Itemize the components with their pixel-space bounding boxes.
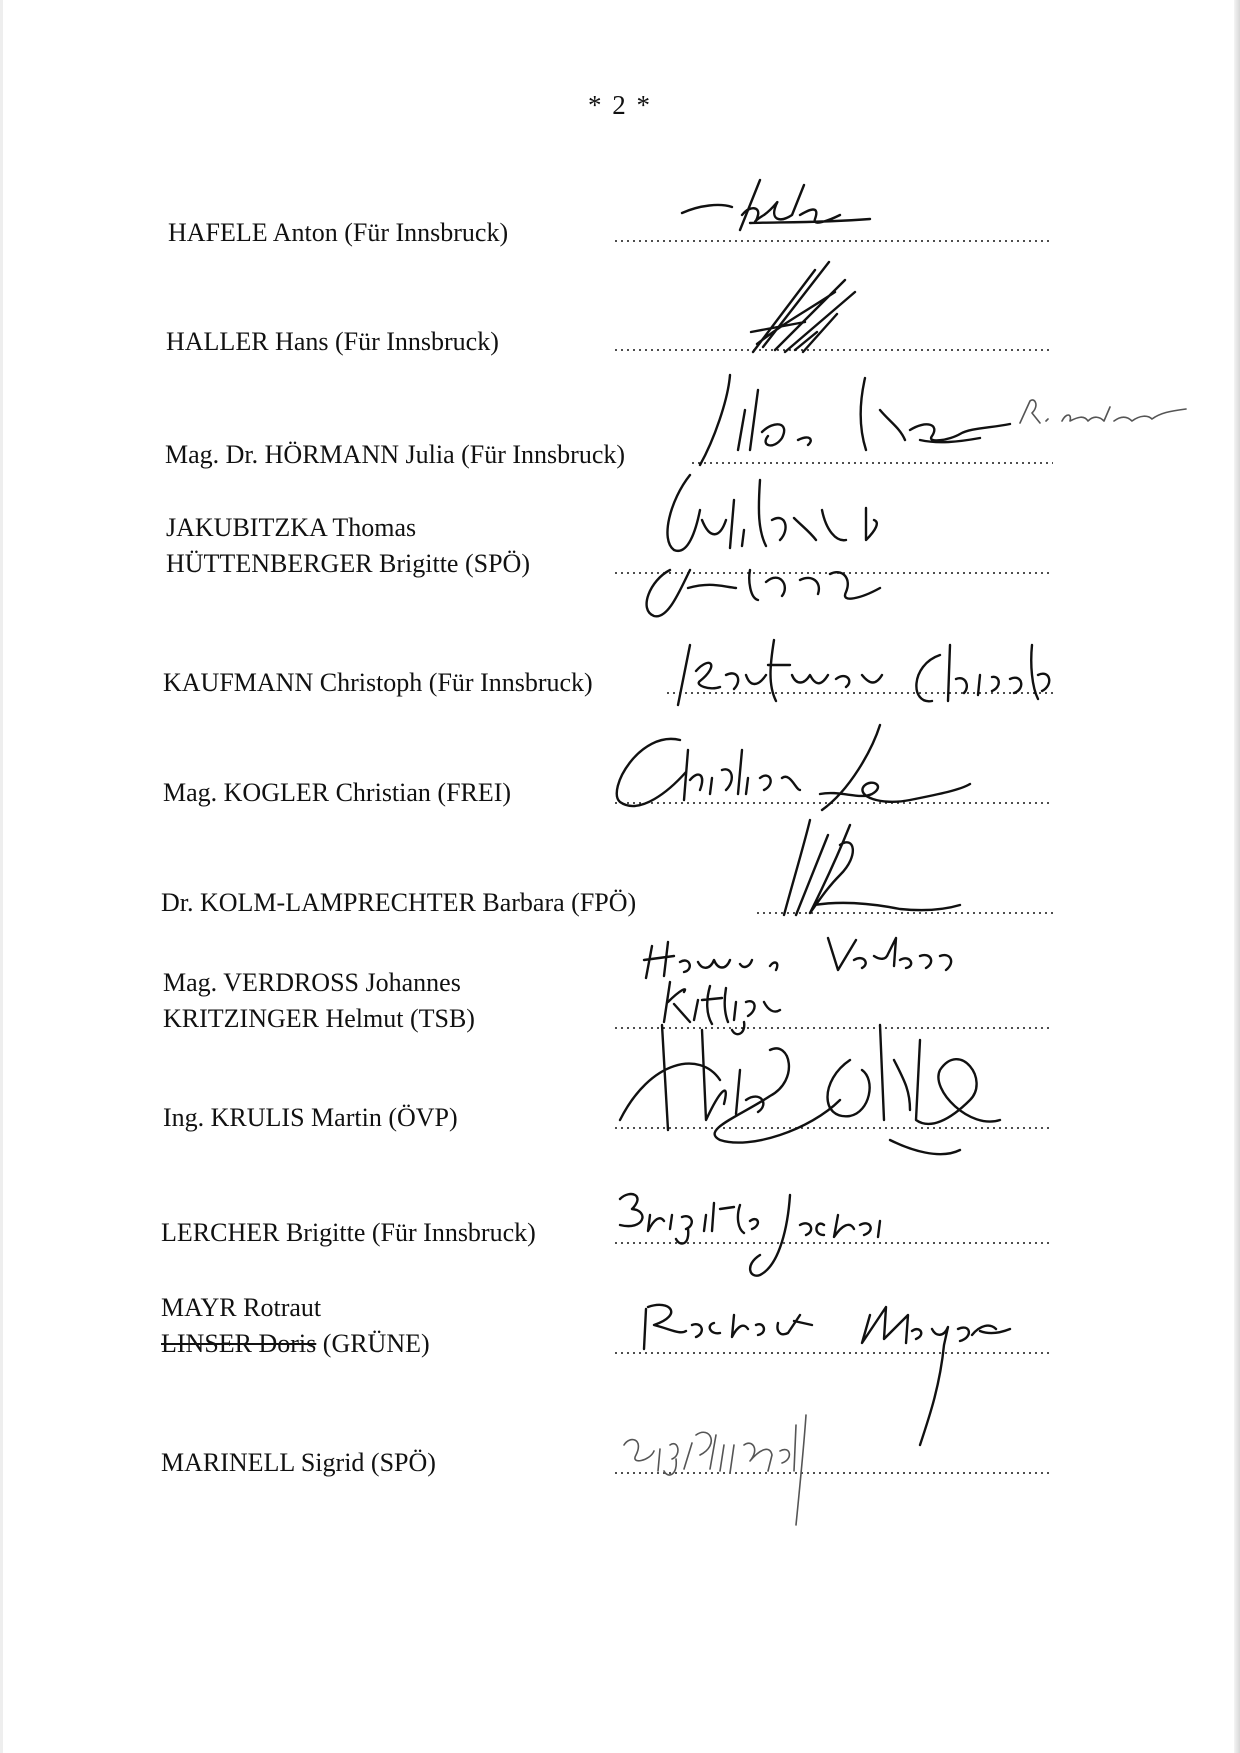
signature-jakubitzka <box>640 470 980 620</box>
signature-kaufmann <box>670 635 1090 715</box>
signatory-name: MAYR Rotraut LINSER Doris (GRÜNE) <box>161 1293 430 1358</box>
signatory-name: MARINELL Sigrid (SPÖ) <box>161 1448 436 1477</box>
signatory-name: Ing. KRULIS Martin (ÖVP) <box>163 1103 458 1132</box>
signature-lercher <box>610 1185 900 1285</box>
signature-row-jakubitzka <box>0 510 1240 630</box>
signatory-name: LERCHER Brigitte (Für Innsbruck) <box>161 1218 536 1247</box>
signatory-name: Dr. KOLM-LAMPRECHTER Barbara (FPÖ) <box>161 888 637 917</box>
signature-krulis <box>610 1020 1030 1180</box>
signatory-name: KAUFMANN Christoph (Für Innsbruck) <box>163 668 593 697</box>
signature-kolm <box>780 815 1010 920</box>
signatory-name: HALLER Hans (Für Innsbruck) <box>166 327 499 356</box>
party-label: (GRÜNE) <box>316 1329 430 1358</box>
signature-haller <box>745 252 875 362</box>
signatory-name: HAFELE Anton (Für Innsbruck) <box>168 218 509 247</box>
signature-marinell <box>620 1405 890 1535</box>
signature-hoermann <box>690 370 1050 470</box>
signature-hoermann-note <box>1010 395 1210 435</box>
signatory-name: Mag. VERDROSS Johannes KRITZINGER Helmut (TSB) <box>163 968 475 1033</box>
signature-row-kogler <box>0 775 1240 895</box>
signature-row-mayr <box>0 1290 1240 1410</box>
signatory-name: Mag. KOGLER Christian (FREI) <box>163 778 512 807</box>
page-number: * 2 * <box>588 90 652 120</box>
signature-row-marinell <box>0 1445 1240 1565</box>
signature-hafele <box>680 175 880 245</box>
signatory-name: JAKUBITZKA Thomas HÜTTENBERGER Brigitte (SPÖ) <box>166 513 530 578</box>
struck-name: LINSER Doris <box>161 1329 317 1358</box>
signature-row-hafele <box>0 190 1240 310</box>
signatory-name: Mag. Dr. HÖRMANN Julia (Für Innsbruck) <box>165 440 626 469</box>
signature-kogler <box>610 720 970 830</box>
